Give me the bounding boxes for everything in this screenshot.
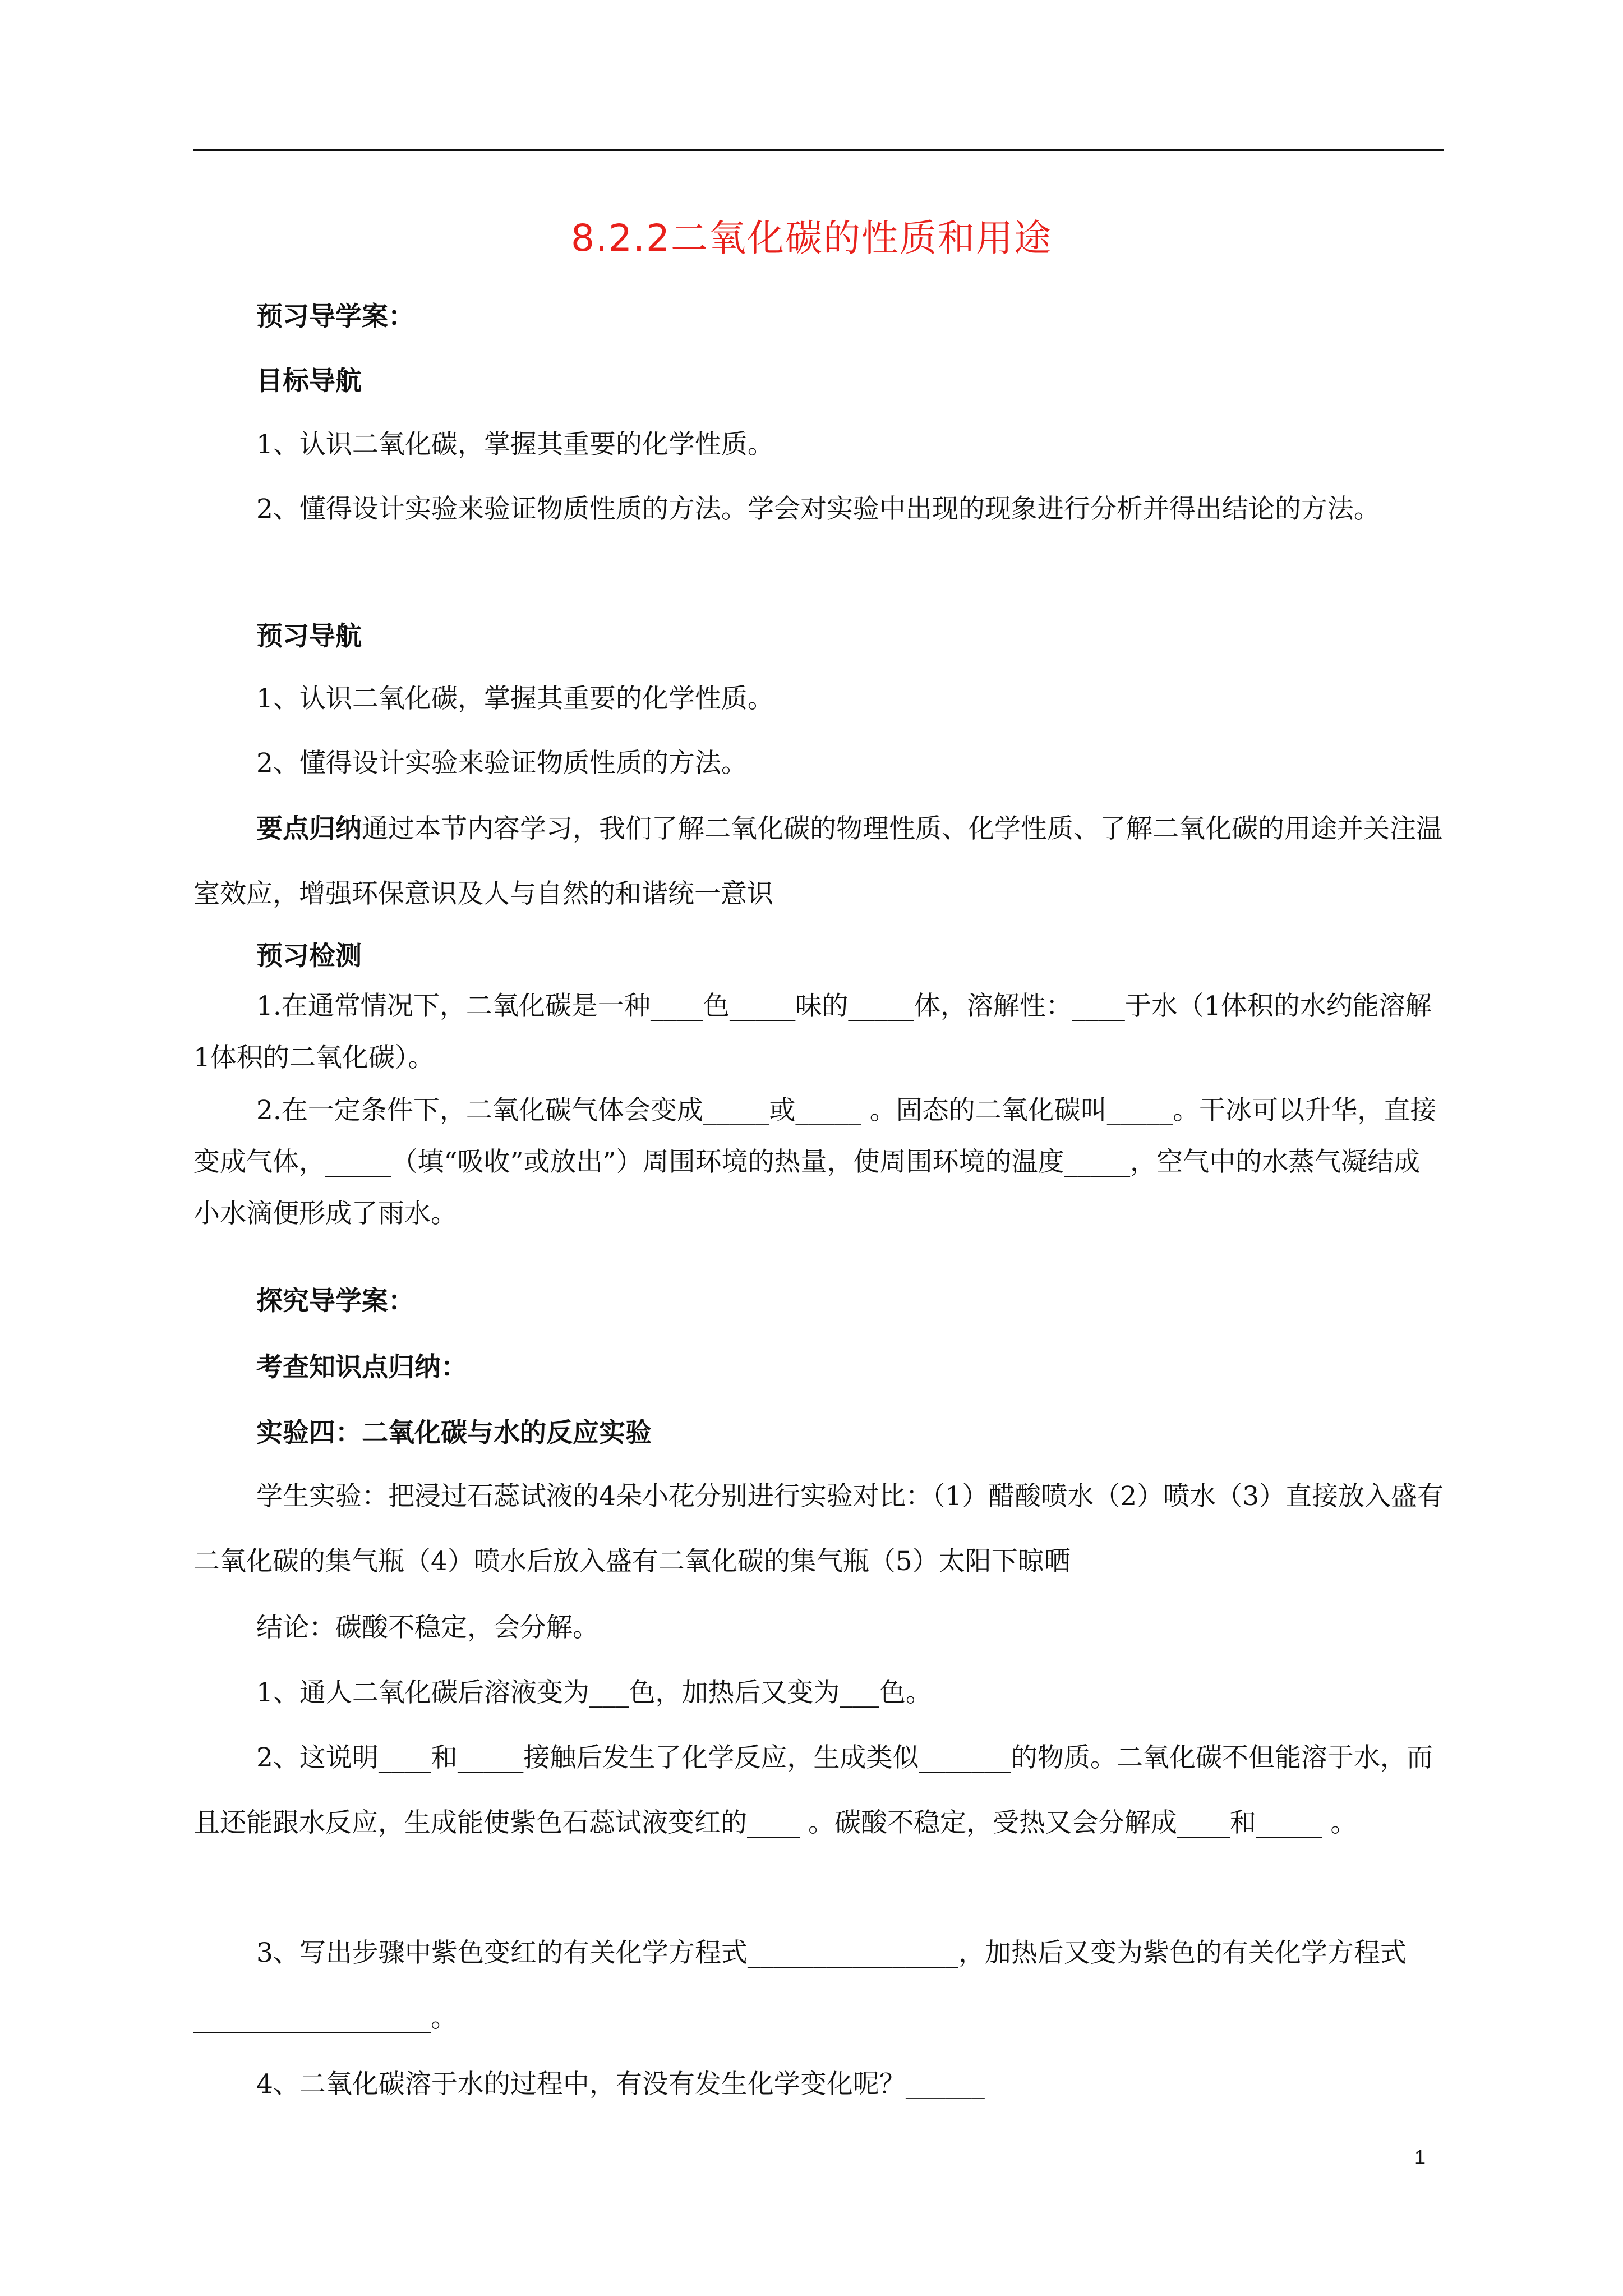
preview-heading: 预习导学案： [256,301,414,332]
experiment-text: 学生实验：把浸过石蕊试液的4朵小花分别进行实验对比：（1）醋酸喷水（2）喷水（3）直接放入盛有二氧化碳的集气瓶（4）喷水后放入盛有二氧化碳的集气瓶（5）太阳下晾晒 [193,1481,1444,1577]
document-title: 8.2.2二氧化碳的性质和用途 [571,217,1052,260]
key-points-label: 要点归纳 [256,813,362,844]
check-item-1: 1.在通常情况下，二氧化碳是一种____色_____味的_____体，溶解性：____于水（1体积的水约能溶解1体积的二氧化碳）。 [193,991,1432,1073]
conclusion-text: 结论：碳酸不稳定，会分解。 [256,1612,599,1643]
explore-heading: 探究导学案： [256,1286,414,1317]
key-points-text: 通过本节内容学习，我们了解二氧化碳的物理性质、化学性质、了解二氧化碳的用途并关注温室效应，增强环保意识及人与自然的和谐统一意识 [193,813,1442,909]
question-2: 2、这说明____和_____接触后发生了化学反应，生成类似_______的物质。二氧化碳不但能溶于水，而且还能跟水反应，生成能使紫色石蕊试液变红的____ 。碳酸不稳定，受热又会分解成____和_____ 。 [193,1742,1433,1838]
nav-heading: 预习导航 [256,621,362,652]
experiment-heading: 实验四：二氧化碳与水的反应实验 [256,1418,652,1448]
question-4: 4、二氧化碳溶于水的过程中，有没有发生化学变化呢？______ [256,2069,985,2100]
header-rule [193,149,1444,151]
check-item-2: 2.在一定条件下，二氧化碳气体会变成_____或_____ 。固态的二氧化碳叫_____。干冰可以升华，直接变成气体，_____（填“吸收”或放出”）周围环境的热量，使周围环境的温度_____，空气中的水蒸气凝结成小水滴便形成了雨水。 [193,1095,1437,1229]
check-heading: 预习检测 [256,941,362,972]
goal-item-2: 2、懂得设计实验来验证物质性质的方法。学会对实验中出现的现象进行分析并得出结论的方法。 [256,494,1380,524]
page-number: 1 [1414,2146,1426,2169]
question-3: 3、写出步骤中紫色变红的有关化学方程式________________，加热后又变为紫色的有关化学方程式__________________。 [193,1938,1407,2033]
key-points-paragraph [193,797,1444,927]
goal-heading: 目标导航 [256,366,362,397]
nav-item-2: 2、懂得设计实验来验证物质性质的方法。 [256,748,748,779]
question-1: 1、通人二氧化碳后溶液变为___色，加热后又变为___色。 [256,1677,932,1708]
knowledge-heading: 考查知识点归纳： [256,1352,467,1383]
goal-item-1: 1、认识二氧化碳，掌握其重要的化学性质。 [256,429,774,460]
nav-item-1: 1、认识二氧化碳，掌握其重要的化学性质。 [256,683,774,714]
